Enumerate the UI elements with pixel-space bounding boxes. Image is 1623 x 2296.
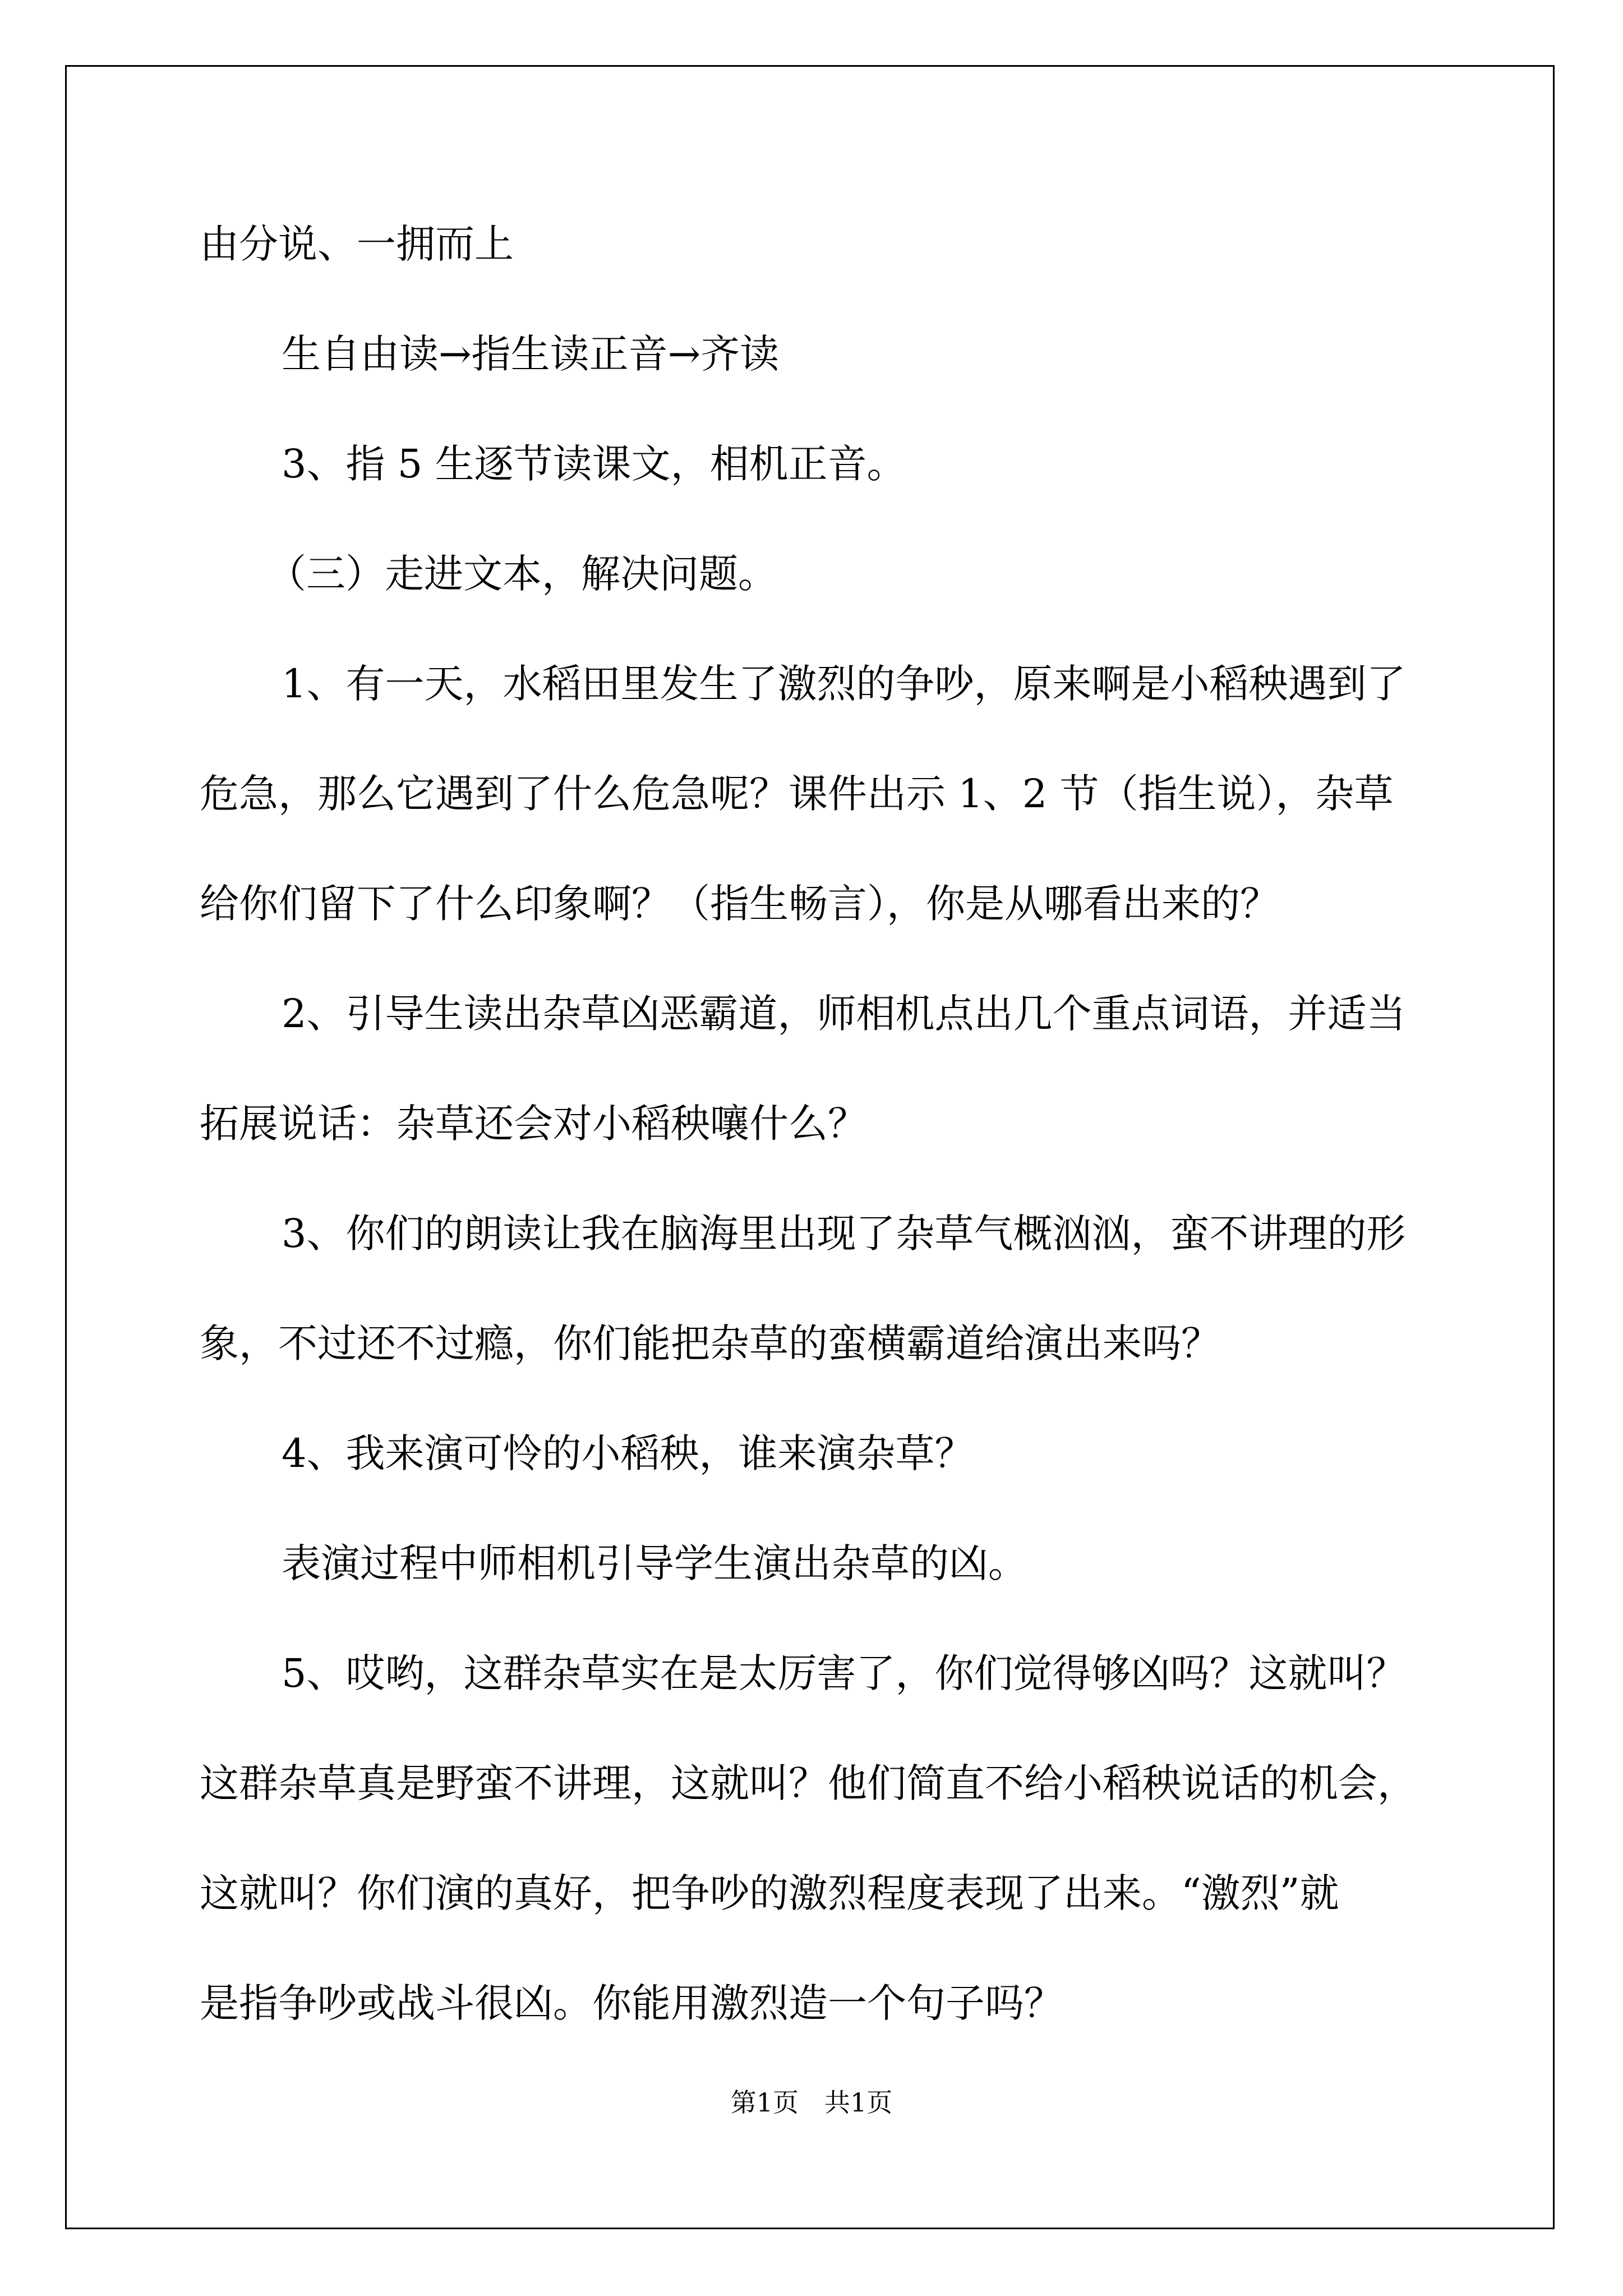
text-line: 生自由读→指生读正音→齐读: [282, 331, 780, 377]
text-line: 1、有一天，水稻田里发生了激烈的争吵，原来啊是小稻秧遇到了: [282, 661, 1406, 707]
text-line: 5、哎哟，这群杂草实在是太厉害了，你们觉得够凶吗？这就叫？: [282, 1650, 1406, 1696]
text-line: 这群杂草真是野蛮不讲理，这就叫？他们简直不给小稻秧说话的机会，: [200, 1760, 1417, 1806]
text-line: 象，不过还不过瘾，你们能把杂草的蛮横霸道给演出来吗？: [200, 1320, 1220, 1366]
text-line: 这就叫？你们演的真好，把争吵的激烈程度表现了出来。“激烈”就: [200, 1870, 1339, 1916]
section-heading: （三）走进文本，解决问题。: [267, 551, 777, 597]
text-line: 是指争吵或战斗很凶。你能用激烈造一个句子吗？: [200, 1980, 1063, 2026]
text-line: 4、我来演可怜的小稻秧，谁来演杂草？: [282, 1430, 974, 1476]
text-line: 表演过程中师相机引导学生演出杂草的凶。: [282, 1540, 1027, 1586]
text-line: 2、引导生读出杂草凶恶霸道，师相机点出几个重点词语，并适当: [282, 991, 1406, 1037]
text-line: 拓展说话：杂草还会对小稻秧嚷什么？: [200, 1101, 867, 1147]
text-line: 3、你们的朗读让我在脑海里出现了杂草气概汹汹，蛮不讲理的形: [282, 1211, 1406, 1257]
text-line: 危急，那么它遇到了什么危急呢？课件出示 1、2 节（指生说），杂草: [200, 771, 1394, 817]
text-line: 3、指 5 生逐节读课文，相机正音。: [282, 441, 906, 487]
text-line: 由分说、一拥而上: [200, 221, 514, 267]
page-footer: 第1页 共1页: [730, 2087, 893, 2118]
text-line: 给你们留下了什么印象啊？（指生畅言），你是从哪看出来的？: [200, 881, 1279, 927]
